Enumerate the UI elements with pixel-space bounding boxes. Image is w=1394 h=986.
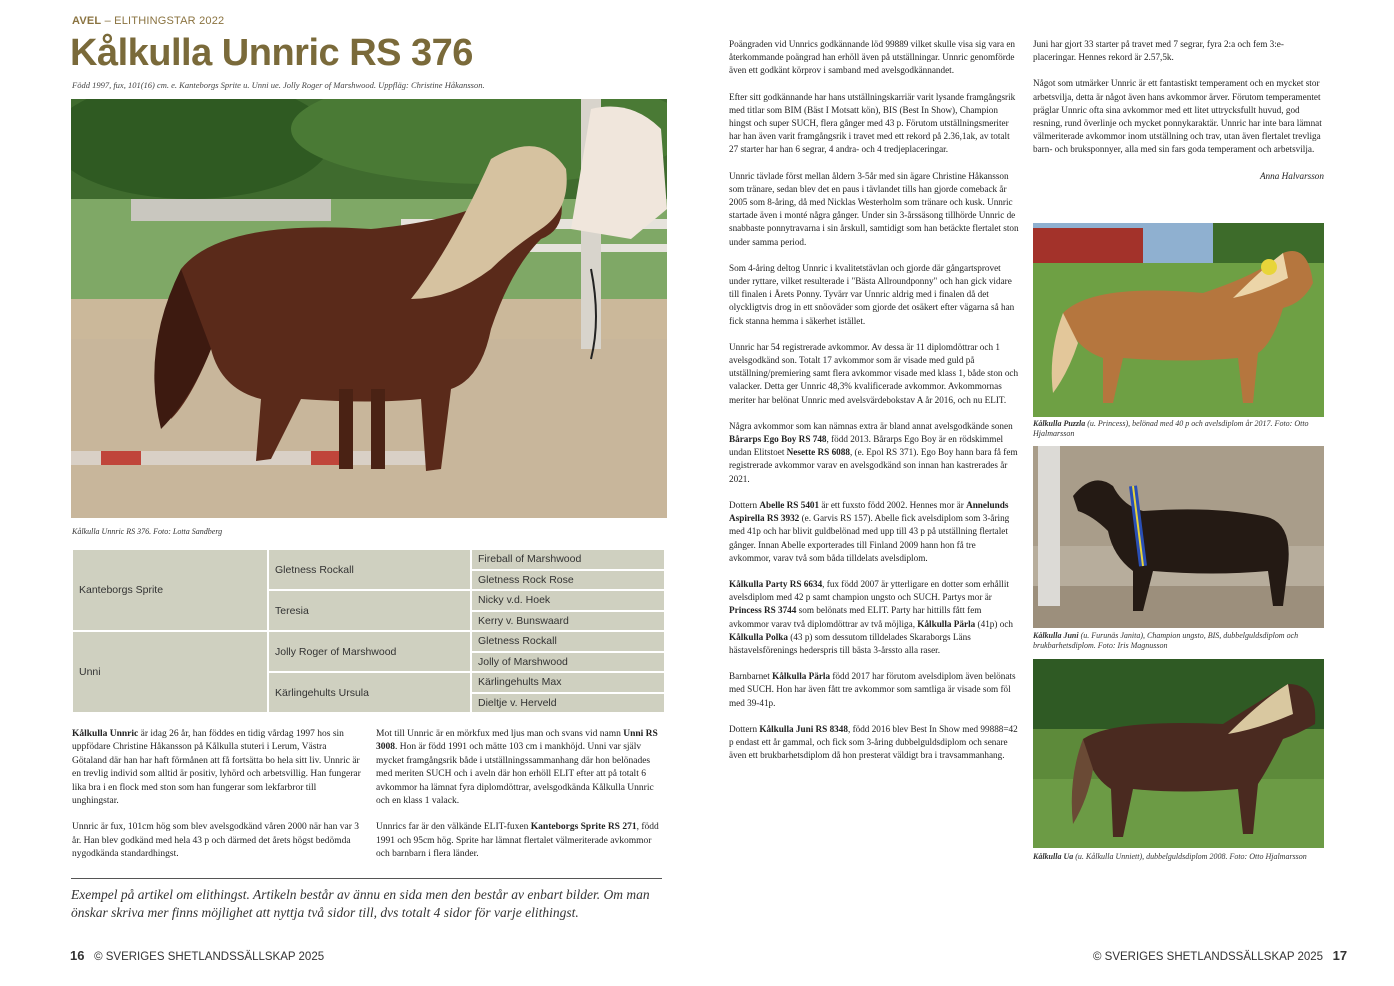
paragraph: Efter sitt godkännande har hans utställningskarriär varit lysande framgångsrik med titlar som BIM (Bäst I Motsatt kön), BIS (Best In Show), Champion hingst och super SUCH, flera gånger med 43 p. Förutom utställningsmeriter har han även varit framgångsrik i travet med ett rekord på 2.36,1ak, av totalt 27 starter har han 6 segrar, 4 andra- och 4 tredjeplaceringar. <box>729 91 1016 155</box>
text: Unnrics far är den välkände ELIT-fuxen <box>376 822 531 833</box>
paragraph <box>729 420 1019 486</box>
horse-name: Nesette RS 6088 <box>786 447 850 458</box>
horse-name: Kålkulla Juni <box>1033 631 1079 640</box>
paragraph: Unnric är fux, 101cm hög som blev avelsgodkänd våren 2000 när han var 3 år. Han blev godkänd med hela 43 p och därmed det årets högst bedömda nygodkända standardhingst. <box>72 822 360 860</box>
paragraph: Unnric tävlade först mellan åldern 3-5år med sin ägare Christine Håkansson som tränare, sedan blev det en paus i tävlandet tills han gjorde comeback år 2005 som 8-åring, då med Nicklas Westerholm som tränare och kusk. Unnric startade även i monté några gånger. Under sin 3-årssäsong tillhörde Unnric de snabbaste ponnytravarna i sin årskull, samtidigt som han betäckte flertalet ston under samma period. <box>729 170 1019 247</box>
text: , (e. Epol RS 371). Ego Boy hann bara få fem registrerade avkommor varav en avelsgodkänd son innan han kastrerades år 2021. <box>729 447 1018 484</box>
pedigree-gen3-5: Gletness Rockall <box>471 631 665 652</box>
page-number-right: 17 <box>1332 948 1348 963</box>
text: . Hon är född 1991 och mätte 103 cm i mankhöjd. Unni var själv mycket framgångsrik både i utställningssammanhang där hon belönades med meriten SUCH och i aveln där hon erhöll ELIT efter att på totalt 6 avkommor ha lämnat fyra diplomdöttrar, avelsgodkända Kålkulla Unnric och en klass 1 valack. <box>376 742 654 807</box>
pedigree-gen3-7: Kärlingehults Max <box>471 672 665 693</box>
text: Barnbarnet <box>729 671 773 682</box>
footer-left <box>70 948 324 963</box>
text: Dottern <box>729 499 760 510</box>
copyright-left: © SVERIGES SHETLANDSSÄLLSKAP 2025 <box>94 951 325 963</box>
text: (43 p) som dessutom tilldelades Skaraborgs Läns hästavelsförenings hederspris till bästa 3-årssto alla raser. <box>729 631 971 655</box>
text: , född 1991 och 95cm hög. Sprite har lämnat flertalet välmeriterade avkommor och barnbarn i flera länder. <box>376 822 659 860</box>
section-kicker: AVEL – ELITHINGSTAR 2022 <box>72 15 225 27</box>
text: född 2017 har förutom avelsdiplom även belönats med SUCH. Hon har även fått tre avkommor som samtliga är visade som föl med 39-41p. <box>729 671 1016 708</box>
page-title: Kålkulla Unnric RS 376 <box>70 32 473 74</box>
side-photo-2 <box>1033 446 1324 628</box>
horse-name: Unni RS 3008 <box>376 729 658 753</box>
horse-name: Bårarps Ego Boy RS 748 <box>729 434 827 445</box>
pedigree-dam-dam: Kärlingehults Ursula <box>268 672 471 713</box>
side-photo-1-caption <box>1033 419 1324 439</box>
horse-name: Kålkulla Pärla <box>917 618 976 629</box>
horse-name: Kålkulla Polka <box>729 631 788 642</box>
text: (e. Garvis RS 157). Abelle fick avelsdiplom som 3-åring med 41p och har blivit guldbelönad med upp till 43 p på utställning flertalet gånger. Innan Abelle exporterades till Finland 2009 hann hon få tre avkommor, varav två som båda tilldelats avelsdiplom. <box>729 513 1010 563</box>
pedigree-sire-dam: Teresia <box>268 590 471 631</box>
pedigree-gen3-8: Dieltje v. Herveld <box>471 693 665 714</box>
horse-name: Kålkulla Ua <box>1033 852 1074 861</box>
text: Dottern <box>729 723 760 734</box>
pedigree-gen3-3: Nicky v.d. Hoek <box>471 590 665 611</box>
paragraph: Poängraden vid Unnrics godkännande löd 99889 vilket skulle visa sig vara en återkommande poängrad han erhöll även på utställningar. Unnric genomförde även ett godkänt körprov i samband med avelsgodkännandet. <box>729 39 1016 76</box>
text: som belönats med ELIT. Party har hittills fått fem avkommor varav två diplomdöttrar av två möjliga, <box>729 605 982 629</box>
horse-name: Kålkulla Puzzla <box>1033 419 1086 428</box>
side-photo-3 <box>1033 659 1324 848</box>
paragraph: Något som utmärker Unnric är ett fantastiskt temperament och en mycket stor arbetsvilja, detta är något även hans avkommor ärver. Förutom temperamentet präglar Unnric ofta sina avkommor med ett litet uttrycksfullt huvud, god resning, rund överlinje och mycket ponnykaraktär. Unnric har inte bara lämnat välmeriterade avkommor inom utställning och trav, utan även flertalet trevliga barn- och bruksponnyer, alla med sin fars goda temperament och arbetsvilja. <box>1033 78 1322 155</box>
pedigree-dam: Unni <box>72 631 268 713</box>
section-label: AVEL <box>72 15 102 27</box>
horse-name: Abelle RS 5401 <box>759 499 820 510</box>
pedigree-gen3-2: Gletness Rock Rose <box>471 570 665 591</box>
text: Några avkommor som kan nämnas extra är bland annat avelsgodkände sonen <box>729 420 1013 431</box>
editor-note: Exempel på artikel om elithingst. Artikeln består av ännu en sida men den består av enbart bilder. Om man önskar skriva mer finns möjlighet att nyttja två sidor till, dvs totalt 4 sidor för varje elithingst. <box>71 887 650 920</box>
text: (41p) och <box>975 618 1014 629</box>
page-number-left: 16 <box>70 948 85 963</box>
pedigree-gen3-6: Jolly of Marshwood <box>471 652 665 673</box>
body-column-2 <box>376 728 666 875</box>
paragraph <box>729 723 1019 763</box>
text: Mot till Unnric är en mörkfux med ljus man och svans vid namn <box>376 729 624 739</box>
paragraph <box>729 578 1019 657</box>
horse-name: Kålkulla Juni RS 8348 <box>759 723 848 734</box>
paragraph <box>729 499 1019 565</box>
horse-name: Kanteborgs Sprite RS 271 <box>530 822 637 833</box>
text: , fux född 2007 är ytterligare en dotter som erhållit avelsdiplom med 42 p samt champion ungsto och SUCH. Partys mor är <box>729 578 1009 603</box>
text: är ett fuxsto född 2002. Hennes mor är <box>819 499 967 510</box>
paragraph <box>729 670 1019 710</box>
side-photo-1 <box>1033 223 1324 417</box>
issue-label: ELITHINGSTAR 2022 <box>114 15 225 27</box>
pedigree-sire: Kanteborgs Sprite <box>72 549 268 631</box>
pedigree-sire-sire: Gletness Rockall <box>268 549 471 590</box>
pedigree-gen3-4: Kerry v. Bunswaard <box>471 611 665 632</box>
body-column-1 <box>72 728 362 875</box>
paragraph <box>72 728 362 808</box>
paragraph: Juni har gjort 33 starter på travet med 7 segrar, fyra 2:a och fem 3:e-placeringar. Hennes rekord är 2.57,5k. <box>1033 39 1284 63</box>
text: (u. Princess), belönad med 40 p och avelsdiplom år 2017. Foto: Otto Hjalmarsson <box>1033 419 1309 438</box>
body-column-3 <box>729 38 1019 775</box>
text: , född 2013. Bårarps Ego Boy är en rödskimmel undan Elitstoet <box>729 434 1004 458</box>
footer-right <box>1093 948 1347 963</box>
main-horse-photo <box>71 99 667 518</box>
text: , född 2016 blev Best In Show med 99888=42 p endast ett år gammal, och fick som 3-åring dubbelguldsdiplom och senare även ett brukbarhetsdiplom då hon presterat väldigt bra i travsammanhang. <box>729 723 1018 761</box>
divider <box>71 878 662 879</box>
paragraph: Som 4-åring deltog Unnric i kvalitetstävlan och gjorde där gångartsprovet under ryttare, vilket resulterade i "Bästa Allroundponny" och han gick vidare till finalen i Årets Ponny. Tyvärr var Unnric aldrig med i finalen då det olyckligtvis drog in ett snöoväder som gjorde det osäkert efter vägarna så han fick stanna hemma i säkerhet istället. <box>729 262 1015 326</box>
text: (u. Furunäs Janita), Champion ungsto, BIS, dubbelguldsdiplom och brukbarhetsdiplom. Foto: Iris Magnusson <box>1033 631 1299 650</box>
side-photo-2-caption <box>1033 631 1324 651</box>
pedigree-dam-sire: Jolly Roger of Marshwood <box>268 631 471 672</box>
side-photo-3-caption <box>1033 852 1324 862</box>
text: är idag 26 år, han föddes en tidig vårdag 1997 hos sin uppfödare Christine Håkansson på Kålkulla stuteri i Lerum, Västra Götaland där han har haft förmånen att få fortsätta bo hela sitt liv. Unnric är en trevlig individ som alltid är positiv, lyhörd och arbetsvillig. Han fungerar lika bra i en flock med ston som han fungerar som lekfarbror till unghingstar. <box>72 729 361 807</box>
paragraph: Unnric har 54 registrerade avkommor. Av dessa är 11 diplomdöttrar och 1 avelsgodkänd son. Totalt 17 avkommor som är visade med guld på utställning/premiering samt flera avkommor visade med klass 1, både ston och valacker. Detta ger Unnric 48,3% kvalificerade avkommor. Avkommornas meriter har belönat Unnric med avelsvärdebokstav A år 2016, och nu ELIT. <box>729 341 1019 405</box>
author-signature: Anna Halvarsson <box>1259 170 1324 181</box>
horse-name: Annelunds Aspirella RS 3932 <box>729 499 1009 524</box>
body-column-4 <box>1033 38 1324 196</box>
horse-name: Kålkulla Party RS 6634 <box>729 578 823 589</box>
horse-name: Princess RS 3744 <box>729 605 797 616</box>
copyright-right: © SVERIGES SHETLANDSSÄLLSKAP 2025 <box>1093 951 1324 963</box>
horse-summary: Född 1997, fux, 101(16) cm. e. Kanteborgs Sprite u. Unni ue. Jolly Roger of Marshwood. Uppfläg: Christine Håkansson. <box>72 80 485 90</box>
paragraph <box>376 728 666 808</box>
pedigree-table <box>71 548 666 714</box>
pedigree-gen3-1: Fireball of Marshwood <box>471 549 665 570</box>
horse-name: Kålkulla Pärla <box>772 671 831 682</box>
main-photo-caption: Kålkulla Unnric RS 376. Foto: Lotta Sandberg <box>72 527 223 536</box>
text: (u. Kålkulla Unniett), dubbelguldsdiplom 2008. Foto: Otto Hjalmarsson <box>1073 852 1307 861</box>
horse-name: Kålkulla Unnric <box>72 729 139 739</box>
paragraph <box>376 821 666 861</box>
